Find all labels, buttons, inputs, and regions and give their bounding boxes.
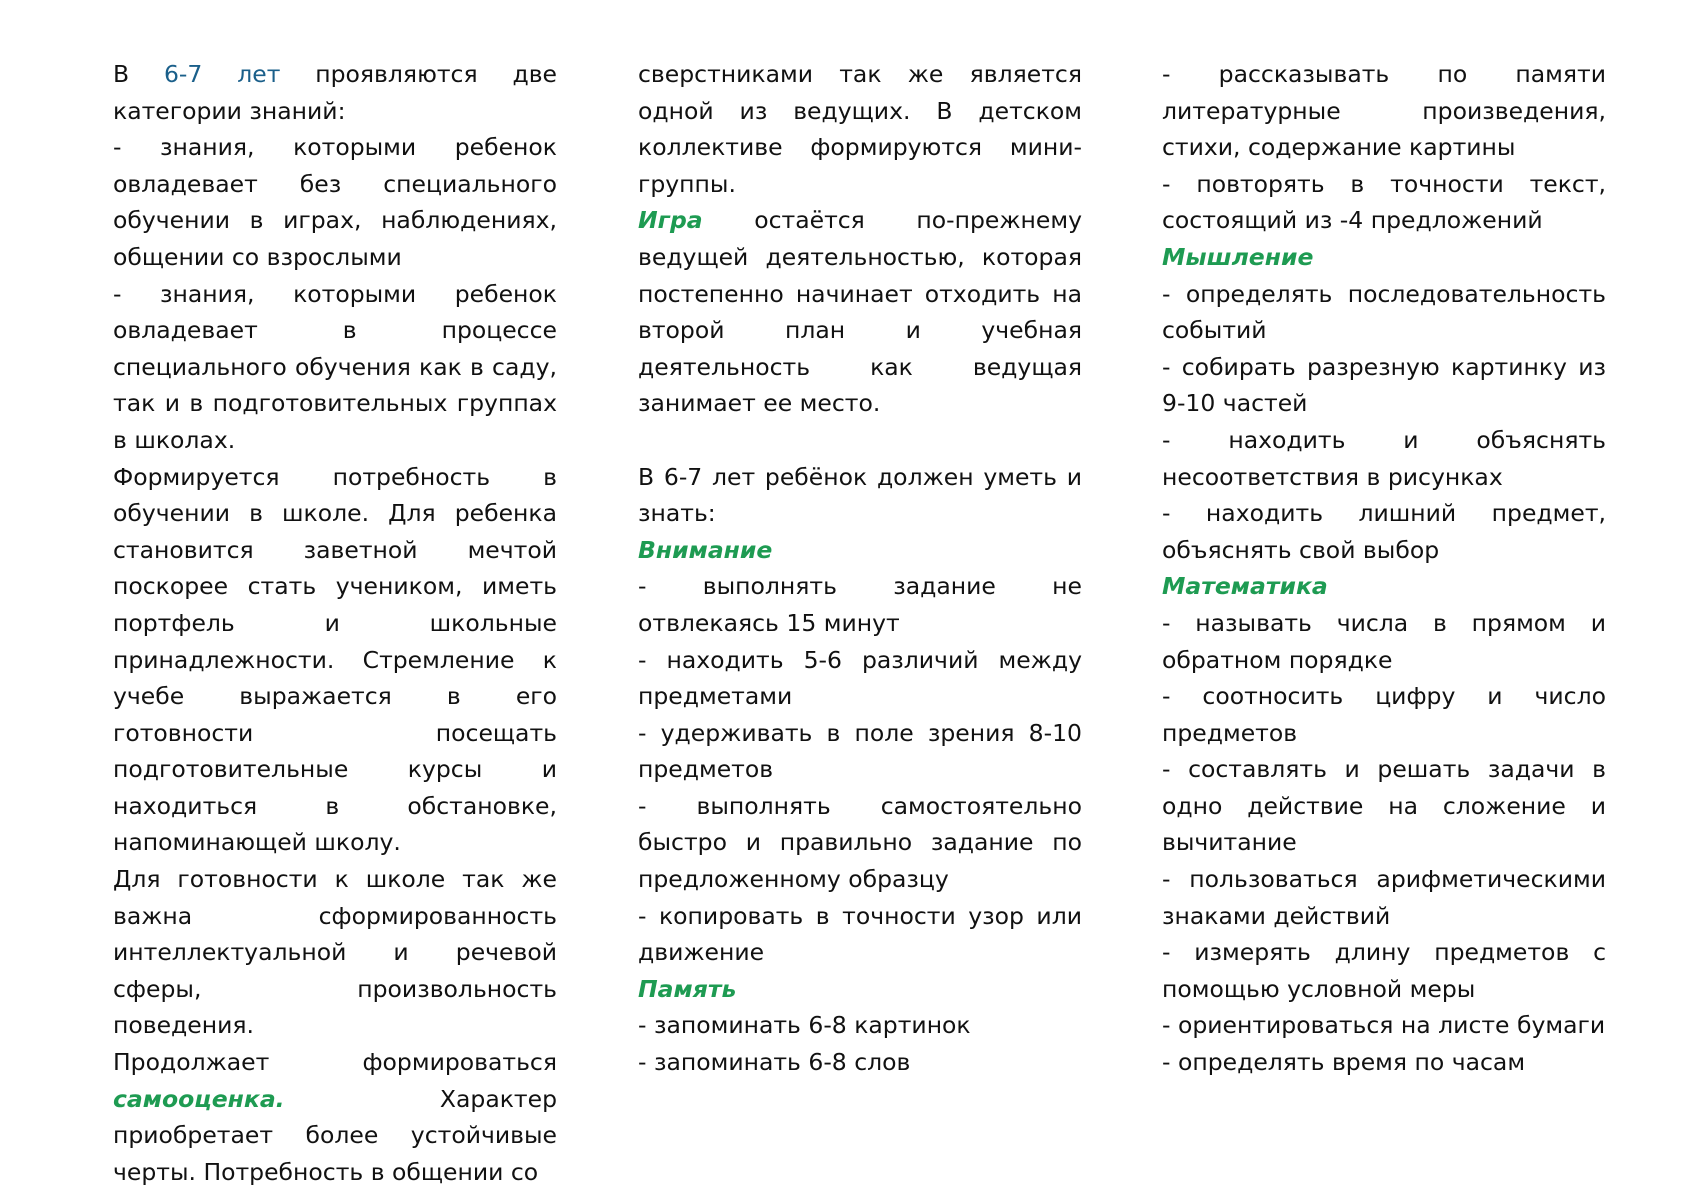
list-item: - ориентироваться на листе бумаги — [1162, 1011, 1606, 1040]
intro-paragraph: В 6-7 лет проявляются две категории знаний: — [113, 60, 558, 125]
list-item: - удерживать в поле зрения 8-10 предметов — [638, 718, 1082, 784]
heading-memory: Память — [638, 974, 737, 1003]
list-item: - запоминать 6-8 картинок — [638, 1011, 971, 1040]
age-highlight: 6-7 лет — [163, 60, 281, 88]
list-item: - составлять и решать задачи в одно действие на сложение и вычитание — [1162, 755, 1606, 857]
list-item: - копировать в точности узор или движение — [638, 901, 1082, 967]
list-item: - собирать разрезную картинку из 9-10 частей — [1162, 352, 1606, 418]
heading-thinking: Мышление — [1162, 242, 1314, 271]
paragraph: Формируется потребность в обучении в школе. Для ребенка становится заветной мечтой поскорее стать учеником, иметь портфель и школьные принадлежности. Стремление к учебе выражается в его готовности посещать подготовительные курсы и находиться в обстановке, напоминающей школу. — [113, 462, 557, 857]
heading-attention: Внимание — [638, 535, 773, 564]
list-item: - определять время по часам — [1162, 1048, 1526, 1077]
list-item: - повторять в точности текст, состоящий из -4 предложений — [1162, 169, 1606, 235]
list-item: - соотносить цифру и число предметов — [1162, 682, 1606, 747]
paragraph: Для готовности к школе так же важна сформированность интеллектуальной и речевой сферы, произвольность поведения. — [113, 865, 557, 1040]
list-item: - выполнять задание не отвлекаясь 15 минут — [638, 572, 1082, 637]
game-highlight: Игра — [638, 206, 703, 235]
list-item: - пользоваться арифметическими знаками действий — [1162, 865, 1606, 930]
column-3 — [1162, 56, 1606, 1081]
list-item: - находить лишний предмет, объяснять свой выбор — [1162, 499, 1606, 564]
list-item: - определять последовательность событий — [1162, 279, 1606, 345]
list-item: - измерять длину предметов с помощью условной меры — [1162, 938, 1606, 1003]
list-item: - запоминать 6-8 слов — [638, 1048, 911, 1077]
heading-math: Математика — [1162, 572, 1328, 601]
column-1 — [113, 56, 557, 1190]
list-item: - находить 5-6 различий между предметами — [638, 645, 1082, 711]
paragraph: сверстниками так же является одной из ведущих. В детском коллективе формируются мини-группы. — [638, 60, 1082, 198]
list-item: - выполнять самостоятельно быстро и правильно задание по предложенному образцу — [638, 791, 1082, 894]
column-2 — [638, 56, 1082, 1081]
paragraph: Игра остаётся по-прежнему ведущей деятельностью, которая постепенно начинает отходить на второй план и учебная деятельность как ведущая занимает ее место. — [638, 206, 1082, 418]
list-item: - называть числа в прямом и обратном порядке — [1162, 608, 1606, 674]
skills-intro: В 6-7 лет ребёнок должен уметь и знать: — [638, 462, 1082, 528]
paragraph: Продолжает формироваться самооценка. Характер приобретает более устойчивые черты. Потребность в общении со — [113, 1048, 557, 1186]
list-item: - знания, которыми ребенок овладевает без специального обучении в играх, наблюдениях, общении со взрослыми — [113, 133, 557, 271]
list-item: - рассказывать по памяти литературные произведения, стихи, содержание картины — [1162, 60, 1606, 162]
list-item: - находить и объяснять несоответствия в рисунках — [1162, 425, 1606, 491]
list-item: - знания, которыми ребенок овладевает в процессе специального обучения как в саду, так и в подготовительных группах в школах. — [113, 279, 557, 454]
self-esteem-highlight: самооценка. — [113, 1084, 285, 1113]
